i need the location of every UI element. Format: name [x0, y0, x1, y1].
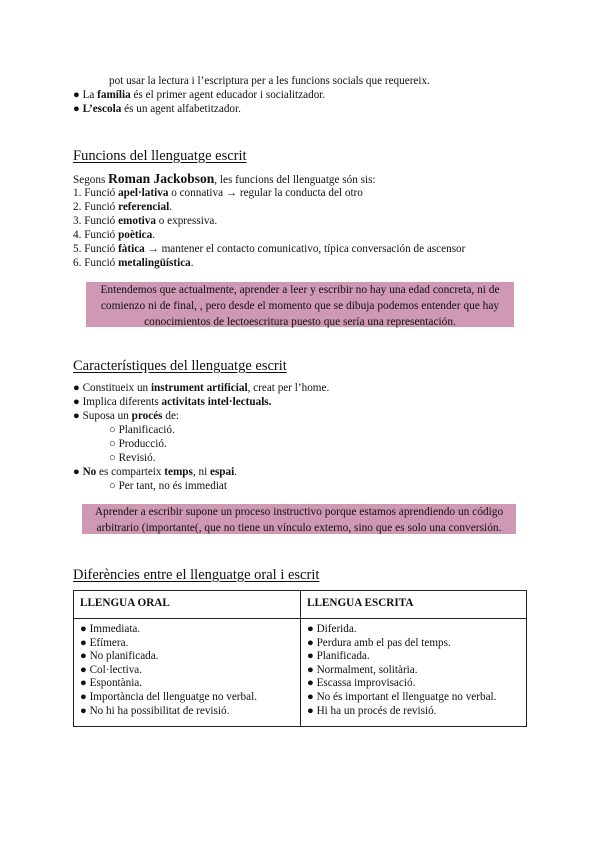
funcio-item	[73, 200, 172, 214]
bullet-icon: ●	[73, 466, 80, 478]
funcions-intro	[73, 172, 376, 187]
escola-bullet	[73, 102, 241, 116]
bullet-icon: ●	[307, 677, 314, 690]
note-line: arbitrario (importante(, que no tiene un vínculo externo, sino que es solo una conversión.	[96, 522, 502, 534]
bullet-icon: ●	[73, 410, 80, 422]
bullet-icon: ●	[307, 623, 314, 635]
item-prefix: 4. Funció	[73, 229, 119, 241]
cell-text: Immediata.	[89, 623, 141, 635]
cell-text: No és important el llenguatge no verbal.	[316, 690, 497, 703]
table-list-item	[307, 677, 520, 691]
item-prefix: 5. Funció	[73, 243, 119, 255]
cell-text: No planificada.	[89, 650, 159, 663]
note-line: Aprender a escribir supone un proceso instructivo porque estamos aprendiendo un código	[94, 506, 504, 518]
sub-item	[109, 451, 156, 465]
item-suffix: .	[169, 201, 173, 213]
item-prefix: 6. Funció	[73, 257, 119, 269]
bullet-icon: ●	[80, 677, 87, 690]
text: , les funcions del llenguatge són sis:	[214, 174, 376, 186]
note-line: conocimientos de lectoescritura puesto que sería una representación.	[144, 316, 456, 328]
text: Suposa un	[82, 410, 132, 422]
table-list-item	[80, 650, 294, 664]
caract-bullet-1	[73, 381, 329, 395]
caract-bullet-3	[73, 409, 179, 423]
table-list-item	[80, 637, 294, 651]
item-prefix: 1. Funció	[73, 187, 119, 199]
caract-bullet-4	[73, 465, 237, 479]
table-list-item	[80, 691, 294, 705]
table-list-item	[80, 705, 294, 719]
text: és el primer agent educador i socialitzador.	[130, 89, 326, 101]
diferencies-heading: Diferències entre el llenguatge oral i escrit	[73, 567, 320, 583]
bullet-icon: ●	[80, 636, 87, 649]
bold-term: temps	[164, 466, 193, 478]
note-line: comienzo ni de final, , pero desde el momento que se dibuja podemos entender que hay	[100, 300, 500, 312]
item-suffix: .	[190, 257, 194, 269]
caracteristiques-note-highlight	[82, 504, 516, 534]
bold-term: procés	[131, 410, 163, 422]
bold-term: espai	[209, 466, 235, 478]
cell-text: Efímera.	[89, 636, 129, 649]
table-row	[74, 619, 527, 727]
bold-term: instrument artificial	[150, 382, 248, 394]
funcions-heading: Funcions del llenguatge escrit	[73, 148, 247, 164]
circle-bullet-icon: ○	[109, 452, 116, 464]
table-list-item	[307, 650, 520, 664]
bold-term: L’escola	[82, 103, 122, 115]
table-list-item	[307, 623, 520, 637]
bold-term: emotiva	[118, 215, 156, 227]
text: , creat per l’home.	[247, 382, 330, 394]
bullet-icon: ●	[73, 89, 80, 101]
cell-text: Hi ha un procés de revisió.	[316, 704, 437, 717]
bullet-icon: ●	[307, 650, 314, 663]
bullet-icon: ●	[307, 690, 314, 703]
funcio-item	[73, 186, 363, 200]
item-prefix: 3. Funció	[73, 215, 119, 227]
table-header-row	[74, 591, 527, 619]
funcions-note-highlight	[86, 282, 514, 327]
bold-term: referencial	[118, 201, 170, 213]
sub-item	[109, 479, 227, 493]
item-suffix: o connativa → regular la conducta del otro	[168, 187, 363, 199]
escrita-cell	[301, 619, 527, 727]
funcio-item	[73, 228, 155, 242]
circle-bullet-icon: ○	[109, 438, 116, 450]
table-list-item	[307, 705, 520, 719]
text: Planificació.	[118, 424, 175, 436]
bullet-icon: ●	[73, 382, 80, 394]
cell-text: Escassa improvisació.	[316, 677, 416, 690]
bullet-icon: ●	[80, 690, 87, 703]
table-list-item	[307, 691, 520, 705]
bold-term: metalingüística	[118, 257, 191, 269]
col-header-escrita: LLENGUA ESCRITA	[301, 591, 527, 619]
bullet-icon: ●	[80, 650, 87, 663]
table-list-item	[80, 664, 294, 678]
sub-item	[109, 423, 175, 437]
funcio-item	[73, 214, 217, 228]
circle-bullet-icon: ○	[109, 424, 116, 436]
bullet-icon: ●	[80, 704, 87, 717]
bullet-icon: ●	[307, 636, 314, 649]
item-prefix: 2. Funció	[73, 201, 119, 213]
funcio-item	[73, 242, 465, 256]
note-line: Entendemos que actualmente, aprender a leer y escribir no hay una edad concreta, ni de	[100, 284, 500, 296]
text: , ni	[192, 466, 210, 478]
caract-bullet-2	[73, 395, 271, 409]
bold-term: família	[97, 89, 131, 101]
cell-text: Planificada.	[316, 650, 370, 663]
text: Segons	[73, 174, 109, 186]
cell-text: Diferida.	[316, 623, 357, 635]
bullet-icon: ●	[307, 663, 314, 676]
cell-text: Perdura amb el pas del temps.	[316, 636, 451, 649]
item-suffix: o expressiva.	[155, 215, 218, 227]
text: Implica diferents	[82, 396, 162, 408]
table-list-item	[80, 677, 294, 691]
bullet-icon: ●	[307, 704, 314, 717]
text: Producció.	[118, 438, 167, 450]
text: La	[82, 89, 98, 101]
bullet-icon: ●	[73, 396, 80, 408]
bold-term: activitats intel·lectuals.	[161, 396, 272, 408]
text: és un agent alfabetitzador.	[121, 103, 241, 115]
familia-bullet	[73, 88, 325, 102]
text: es comparteix	[96, 466, 165, 478]
table-list-item	[307, 664, 520, 678]
cell-text: Importància del llenguatge no verbal.	[89, 690, 257, 703]
cell-text: Col·lectiva.	[89, 663, 143, 676]
comparison-table	[73, 590, 527, 727]
table-list-item	[80, 623, 294, 637]
cell-text: Normalment, solitària.	[316, 663, 418, 676]
item-suffix: → mantener el contacto comunicativo, típica conversación de ascensor	[144, 243, 466, 255]
bold-term: fàtica	[118, 243, 145, 255]
bold-term: No	[82, 466, 97, 478]
bullet-icon: ●	[80, 623, 87, 635]
text: .	[234, 466, 238, 478]
text: de:	[162, 410, 180, 422]
funcio-item	[73, 256, 194, 270]
oral-cell	[74, 619, 301, 727]
intro-continuation-line: pot usar la lectura i l’escriptura per a les funcions socials que requereix.	[109, 75, 430, 87]
item-suffix: .	[152, 229, 156, 241]
text: Revisió.	[118, 452, 156, 464]
bullet-icon: ●	[73, 103, 80, 115]
col-header-oral: LLENGUA ORAL	[74, 591, 301, 619]
bullet-icon: ●	[80, 663, 87, 676]
sub-item	[109, 437, 167, 451]
cell-text: No hi ha possibilitat de revisió.	[89, 704, 230, 717]
circle-bullet-icon: ○	[109, 480, 116, 492]
cell-text: Espontània.	[89, 677, 143, 690]
bold-term: apel·lativa	[118, 187, 169, 199]
table-list-item	[307, 637, 520, 651]
author-name: Roman Jackobson	[108, 171, 215, 186]
caracteristiques-heading: Característiques del llenguatge escrit	[73, 358, 287, 374]
text: Constitueix un	[82, 382, 151, 394]
text: Per tant, no és immediat	[118, 480, 227, 492]
bold-term: poètica	[118, 229, 153, 241]
